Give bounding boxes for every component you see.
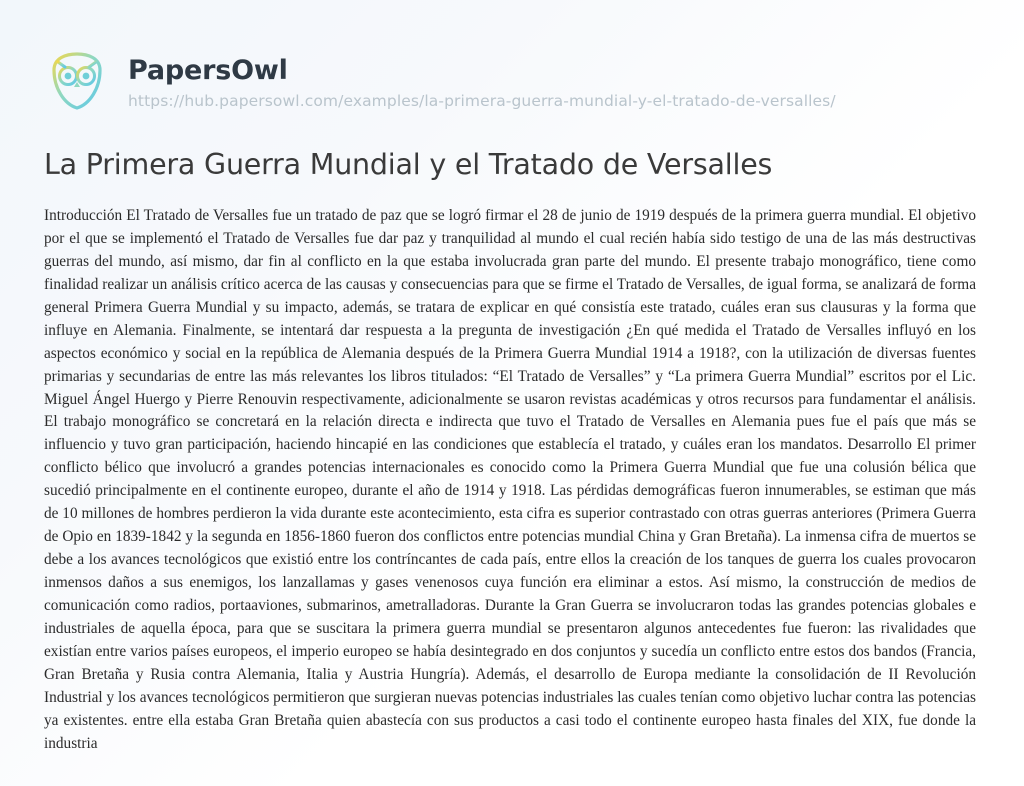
document-body: Introducción El Tratado de Versalles fue un tratado de paz que se logró firmar el 28 de junio de 1919 después de la primera guerra mundial. El objetivo por el que se implementó el Tratado de Versalles fue dar paz y tranquilidad al mundo el cual recién había sido testigo de una de las más destructivas guerras del mundo, así mismo, dar fin al conflicto en la que estaba involucrada gran parte del mundo. El presente trabajo monográfico, tiene como finalidad realizar un análisis crítico acerca de las causas y consecuencias para que se firme el Tratado de Versalles, de igual forma, se analizará de forma general Primera Guerra Mundial y su impacto, además, se tratara de explicar en qué consistía este tratado, cuáles eran sus clausuras y la forma que influye en Alemania. Finalmente, se intentará dar respuesta a la pregunta de investigación ¿En qué medida el Tratado de Versalles influyó en los aspectos económico y social en la república de Alemania después de la Primera Guerra Mundial 1914 a 1918?, con la utilización de diversas fuentes primarias y secundarias de entre las más relevantes los libros titulados: “El Tratado de Versalles” y “La primera Guerra Mundial” escritos por el Lic. Miguel Ángel Huergo y Pierre Renouvin respectivamente, adicionalmente se usaron revistas académicas y otros recursos para fundamentar el análisis. El trabajo monográfico se concretará en la relación directa e indirecta que tuvo el Tratado de Versalles en Alemania pues fue el país que más se influencio y tuvo gran participación, haciendo hincapié en las condiciones que establecía el tratado, y cuáles eran los mandatos. Desarrollo El primer conflicto bélico que involucró a grandes potencias internacionales es conocido como la Primera Guerra Mundial que fue una colusión bélica que sucedió principalmente en el continente europeo, durante el año de 1914 y 1918. Las pérdidas demográficas fueron innumerables, se estiman que más de 10 millones de hombres perdieron la vida durante este acontecimiento, esta cifra es superior contrastado con otras guerras anteriores (Primera Guerra de Opio en 1839-1842 y la segunda en 1856-1860 fueron dos conflictos entre potencias mundial China y Gran Bretaña). La inmensa cifra de muertos se debe a los avances tecnológicos que existió entre los contríncantes de cada país, entre ellos la creación de los tanques de guerra los cuales provocaron inmensos daños a sus enemigos, los lanzallamas y gases venenosos cuya función era eliminar a estos. Así mismo, la construcción de medios de comunicación como radios, portaaviones, submarinos, ametralladoras. Durante la Gran Guerra se involucraron todas las grandes potencias globales e industriales de aquella época, para que se suscitara la primera guerra mundial se presentaron algunos antecedentes fue fueron: las rivalidades que existían entre varios países europeos, el imperio europeo se había desintegrado en dos conjuntos y sucedía un conflicto entre estos dos bandos (Francia, Gran Bretaña y Rusia contra Alemania, Italia y Austria Hungría). Además, el desarrollo de Europa mediante la consolidación de II Revolución Industrial y los avances tecnológicos permitieron que surgieran nuevas potencias industriales las cuales tenían como objetivo luchar contra las potencias ya existentes. entre ella estaba Gran Bretaña quien abastecía con sus productos a casi todo el continente europeo hasta finales del XIX, fue donde la industria <box>44 207 976 752</box>
document-content <box>0 114 1024 756</box>
site-header <box>0 0 1024 114</box>
brand-name: PapersOwl <box>128 54 288 86</box>
page-url[interactable]: https://hub.papersowl.com/examples/la-primera-guerra-mundial-y-el-tratado-de-versalles/ <box>128 92 836 111</box>
brand-block <box>128 52 836 111</box>
owl-logo-icon <box>44 48 110 114</box>
page-title: La Primera Guerra Mundial y el Tratado de Versalles <box>44 148 773 181</box>
